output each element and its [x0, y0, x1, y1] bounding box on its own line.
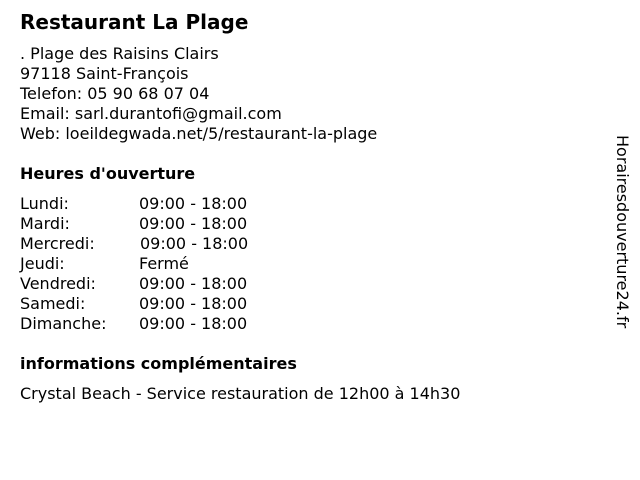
day-label: Mardi:: [20, 214, 70, 233]
time-value: 09:00 - 18:00: [139, 294, 248, 313]
contact-block: [20, 44, 377, 144]
time-value: 09:00 - 18:00: [139, 214, 248, 233]
phone-number: Telefon: 05 90 68 07 04: [20, 84, 210, 103]
opening-hours-heading: Heures d'ouverture: [20, 164, 196, 183]
time-value: 09:00 - 18:00: [140, 234, 249, 253]
day-label: Lundi:: [20, 194, 69, 213]
watermark-text: Horairesdouverture24.fr: [613, 135, 632, 329]
address-line-2: 97118 Saint-François: [20, 64, 189, 83]
time-value: 09:00 - 18:00: [139, 314, 248, 333]
day-label: Dimanche:: [20, 314, 107, 333]
day-label: Samedi:: [20, 294, 86, 313]
day-label: Mercredi:: [20, 234, 95, 253]
day-label: Jeudi:: [20, 254, 65, 273]
additional-info-heading: informations complémentaires: [20, 354, 297, 373]
time-value: 09:00 - 18:00: [139, 274, 248, 293]
restaurant-name: Restaurant La Plage: [20, 10, 249, 34]
time-value: 09:00 - 18:00: [139, 194, 248, 213]
day-label: Vendredi:: [20, 274, 96, 293]
email-address: Email: sarl.durantofi@gmail.com: [20, 104, 282, 123]
website-address: Web: loeildegwada.net/5/restaurant-la-plage: [20, 124, 378, 143]
additional-info-text: Crystal Beach - Service restauration de 12h00 à 14h30: [20, 384, 461, 403]
time-value: Fermé: [139, 254, 189, 273]
address-line-1: . Plage des Raisins Clairs: [20, 44, 219, 63]
